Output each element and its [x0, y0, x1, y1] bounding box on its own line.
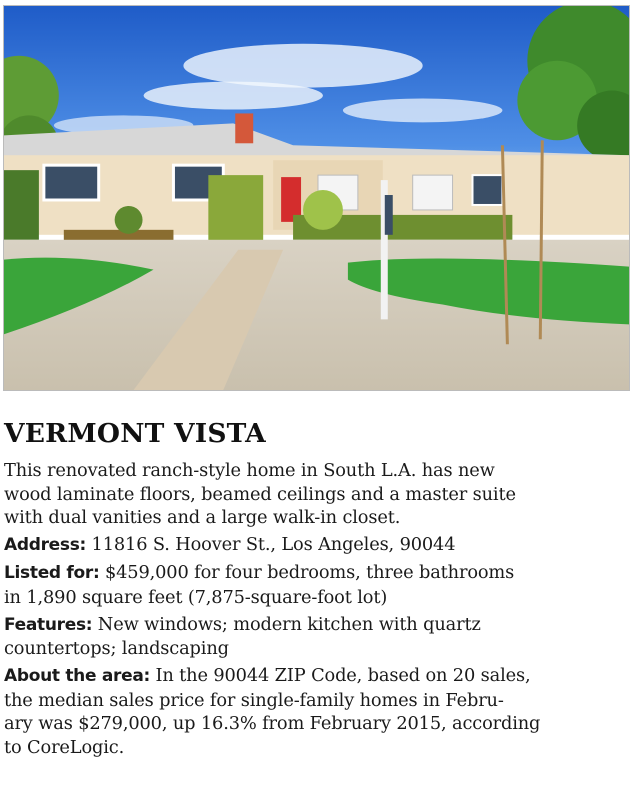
area-text: to CoreLogic. [4, 736, 125, 758]
features-text: countertops; landscaping [4, 638, 229, 659]
intro-line: This renovated ranch-style home in South L.A. has new [4, 460, 495, 481]
house-photo [3, 5, 630, 391]
listed-text: in 1,890 square feet (7,875-square-foot lot) [4, 586, 388, 608]
listed-label: Listed for: [4, 563, 100, 583]
features-paragraph [4, 613, 629, 661]
listed-text: $459,000 for four bedrooms, three bathrooms [99, 562, 515, 583]
area-paragraph [4, 664, 629, 759]
area-text: ary was $279,000, up 16.3% from February 2015, according [4, 713, 541, 734]
address-label: Address: [4, 535, 87, 555]
features-text: New windows; modern kitchen with quartz [92, 613, 481, 635]
area-label: About the area: [4, 666, 150, 686]
features-label: Features: [4, 614, 93, 635]
house-photo-illustration [4, 6, 629, 390]
area-text: In the 90044 ZIP Code, based on 20 sales, [150, 665, 531, 686]
intro-line: wood laminate floors, beamed ceilings and a master suite [4, 483, 516, 505]
listed-paragraph [4, 561, 629, 609]
area-text: the median sales price for single-family homes in Febru- [4, 689, 504, 711]
intro-paragraph [4, 459, 629, 530]
intro-line: with dual vanities and a large walk-in closet. [4, 507, 401, 528]
address-text: 11816 S. Hoover St., Los Angeles, 90044 [86, 534, 456, 555]
listing-body [4, 459, 629, 763]
listing-headline: VERMONT VISTA [4, 418, 266, 449]
address-paragraph [4, 533, 629, 558]
